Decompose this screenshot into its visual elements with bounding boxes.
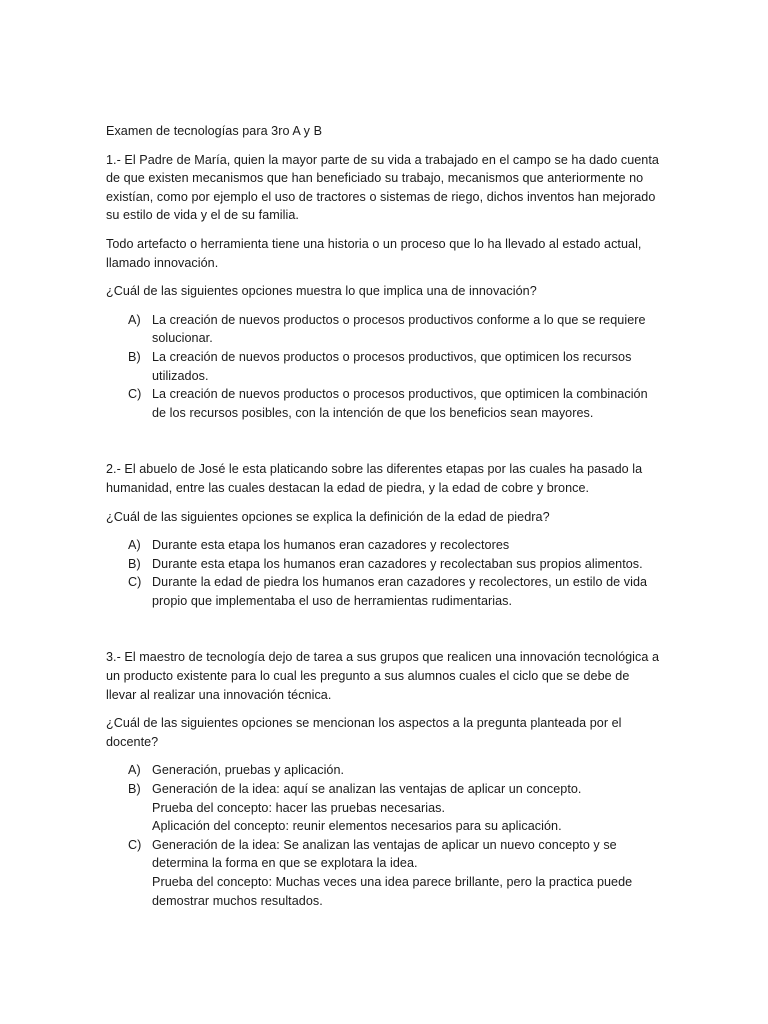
q3-question-text: ¿Cuál de las siguientes opciones se mencionan los aspectos a la pregunta planteada por el docente? <box>106 716 622 749</box>
q2-option-b-text: Durante esta etapa los humanos eran cazadores y recolectaban sus propios alimentos. <box>152 556 643 571</box>
q1-option-b-text: La creación de nuevos productos o procesos productivos, que optimicen los recursos utilizados. <box>152 349 632 383</box>
q1-options-list <box>106 311 662 423</box>
q1-option-b <box>106 348 662 385</box>
q3-options-list <box>106 761 662 910</box>
q3-option-c-letter: C) <box>128 837 142 852</box>
q3-option-c-line-2: Prueba del concepto: Muchas veces una idea parece brillante, pero la practica puede demostrar muchos resultados. <box>152 875 633 908</box>
q3-option-b <box>106 780 662 836</box>
q2-option-c-text: Durante la edad de piedra los humanos eran cazadores y recolectores, un estilo de vida propio que implementaba el uso de herramientas rudimentarias. <box>152 575 648 608</box>
section-spacer <box>106 620 662 648</box>
q1-scenario-text: 1.- El Padre de María, quien la mayor parte de su vida a trabajado en el campo se ha dado cuenta de que existen mecanismos que han beneficiado su trabajo, mecanismos que anteriormente no existían, como por ejemplo el uso de tractores o sistemas de riego, dichos inventos han mejorado su estilo de vida y el de su familia. <box>106 152 659 223</box>
q1-option-c-letter: C) <box>128 387 142 402</box>
q1-option-b-letter: B) <box>128 349 141 364</box>
q3-option-a-letter: A) <box>128 763 141 778</box>
q2-question-text: ¿Cuál de las siguientes opciones se explica la definición de la edad de piedra? <box>106 509 550 524</box>
exam-title: Examen de tecnologías para 3ro A y B <box>106 124 323 138</box>
q3-option-a <box>106 761 662 780</box>
q1-question-text: ¿Cuál de las siguientes opciones muestra lo que implica una de innovación? <box>106 284 537 299</box>
q2-option-c <box>106 573 662 610</box>
q2-option-a-letter: A) <box>128 538 141 553</box>
q1-context-text: Todo artefacto o herramienta tiene una historia o un proceso que lo ha llevado al estado actual, llamado innovación. <box>106 236 642 270</box>
q3-option-b-line-3: Aplicación del concepto: reunir elementos necesarios para su aplicación. <box>152 819 562 834</box>
q2-option-a <box>106 536 662 555</box>
q3-option-b-line-2: Prueba del concepto: hacer las pruebas necesarias. <box>152 800 446 815</box>
q3-option-a-text: Generación, pruebas y aplicación. <box>152 763 345 778</box>
q2-options-list <box>106 536 662 610</box>
q2-option-b-letter: B) <box>128 556 141 571</box>
q2-option-c-letter: C) <box>128 575 142 590</box>
q1-option-c <box>106 385 662 422</box>
q3-option-c-line-1: Generación de la idea: Se analizan las ventajas de aplicar un nuevo concepto y se determina la forma en que se explotara la idea. <box>152 837 617 871</box>
section-spacer <box>106 432 662 460</box>
q3-option-c <box>106 836 662 910</box>
q2-option-b <box>106 555 662 574</box>
q3-scenario-text: 3.- El maestro de tecnología dejo de tarea a sus grupos que realicen una innovación tecnológica a un producto existente para lo cual les pregunto a sus alumnos cuales el ciclo que se debe de llevar al realizar una innovación técnica. <box>106 650 660 702</box>
q1-option-a-letter: A) <box>128 312 141 327</box>
q2-scenario-text: 2.- El abuelo de José le esta platicando sobre las diferentes etapas por las cuales ha pasado la humanidad, entre las cuales destacan la edad de piedra, y la edad de cobre y bronce. <box>106 462 643 495</box>
q1-option-a <box>106 311 662 348</box>
q3-option-b-letter: B) <box>128 782 141 797</box>
q1-option-c-text: La creación de nuevos productos o procesos productivos, que optimicen la combinación de los recursos posibles, con la intención de que los beneficios sean mayores. <box>152 387 648 420</box>
q1-option-a-text: La creación de nuevos productos o procesos productivos conforme a lo que se requiere solucionar. <box>152 312 646 346</box>
document-body <box>106 122 662 920</box>
q3-option-b-line-1: Generación de la idea: aquí se analizan las ventajas de aplicar un concepto. <box>152 782 582 797</box>
q2-option-a-text: Durante esta etapa los humanos eran cazadores y recolectores <box>152 538 510 553</box>
